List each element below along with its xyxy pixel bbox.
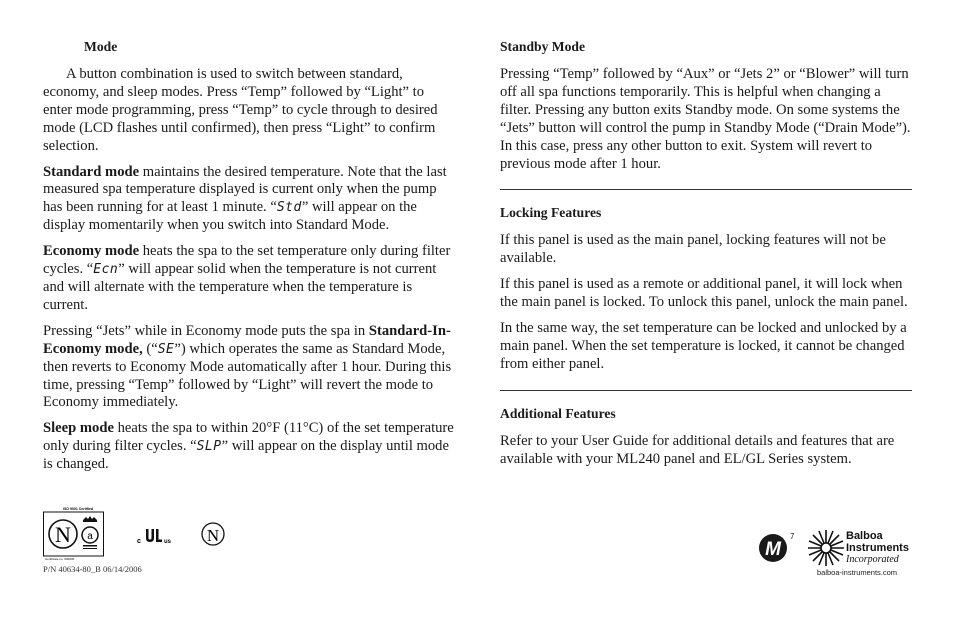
brand-instruments: Instruments xyxy=(846,542,909,554)
ul-us-letters: us xyxy=(164,539,172,545)
divider xyxy=(500,390,912,391)
economy-mode-term: Economy mode xyxy=(43,243,140,260)
lcd-ecn-code: Ecn xyxy=(93,262,119,278)
standard-mode-text-b: ” will appear on the display momentarily when you switch into Standard Mode. xyxy=(43,199,417,234)
brand-incorporated: Incorporated xyxy=(846,554,899,565)
lcd-std-code: Std xyxy=(276,200,302,216)
crown-seal-icon xyxy=(82,516,98,549)
jets-text-c: ”) which operates the same as Standard Mode, then reverts to Economy Mode automatically after 1 hour. During this time, pressing “Temp” followed by “Light” will revert the mode to Economy immediately. xyxy=(43,340,452,411)
standard-in-economy-paragraph xyxy=(43,323,455,413)
sleep-mode-text-b: ” will appear on the display until mode is changed. xyxy=(43,438,449,473)
sleep-mode-text-a: heats the spa to within 20°F (11°C) of the set temperature only during filter cycles. “ xyxy=(43,420,454,455)
jets-text-b: (“ xyxy=(142,340,158,357)
brand-url: balboa-instruments.com xyxy=(817,568,898,577)
iso-caption: ISO 9001 Certified xyxy=(63,507,93,511)
m7-logo-icon xyxy=(759,532,795,562)
brand-balboa: Balboa xyxy=(846,530,883,542)
balboa-brand-block xyxy=(758,528,918,580)
standard-mode-text-a: maintains the desired temperature. Note that the last measured spa temperature displayed is current only when the pump has been running for at least 1 minute. “ xyxy=(43,163,447,216)
divider xyxy=(500,189,912,190)
locking-heading: Locking Features xyxy=(500,205,602,221)
left-column xyxy=(43,38,455,482)
part-number: P/N 40634-80_B 06/14/2006 xyxy=(43,564,142,574)
certification-logos xyxy=(43,507,243,561)
svg-text:a: a xyxy=(87,531,93,542)
ul-listed-icon xyxy=(137,529,172,545)
right-column xyxy=(500,38,912,477)
cert-n-letter: N xyxy=(55,522,71,547)
standby-paragraph: Pressing “Temp” followed by “Aux” or “Jets 2” or “Blower” will turn off all spa functions temporarily. This is helpful when changing a filter. Pressing any button exits Standby mode. On some systems the “Jets” button will control the pump in Standby Mode (“Drain Mode”). In this case, press any other button to exit. System will revert to previous mode after 1 hour. xyxy=(500,66,911,172)
standard-mode-paragraph xyxy=(43,164,455,236)
cert-caption: Certificate no. 000000 xyxy=(45,557,75,561)
locking-paragraph-1: If this panel is used as the main panel, locking features will not be available. xyxy=(500,232,886,267)
jets-text-a: Pressing “Jets” while in Economy mode puts the spa in xyxy=(43,322,369,339)
sleep-mode-paragraph xyxy=(43,420,455,474)
standby-heading: Standby Mode xyxy=(500,39,585,54)
mode-heading: Mode xyxy=(84,39,118,54)
mode-intro-paragraph: A button combination is used to switch between standard, economy, and sleep modes. Press “Temp” followed by “Light” to enter mode programming, press “Temp” to cycle through to desired mode (LCD flashes until confirmed), then press “Light” to confirm selection. xyxy=(43,66,438,154)
standard-mode-term: Standard mode xyxy=(43,163,140,180)
economy-mode-text-b: ” will appear solid when the temperature is not current and will alternate with the temperature when the temperature is current. xyxy=(43,261,437,313)
economy-mode-text-a: heats the spa to the set temperature only during filter cycles. “ xyxy=(43,243,451,278)
standard-in-economy-term: Standard-In-Economy mode, xyxy=(43,322,451,357)
lcd-se-code: SE xyxy=(157,341,175,357)
m7-letter: M xyxy=(765,539,781,560)
sleep-mode-term: Sleep mode xyxy=(43,420,114,437)
n-mark-letter: N xyxy=(206,526,220,545)
additional-paragraph: Refer to your User Guide for additional details and features that are available with your ML240 panel and EL/GL Series system. xyxy=(500,432,895,467)
svg-text:7: 7 xyxy=(790,532,795,541)
locking-paragraph-3: In the same way, the set temperature can be locked and unlocked by a main panel. When the set temperature is locked, it cannot be changed from either panel. xyxy=(500,320,907,372)
locking-paragraph-2: If this panel is used as a remote or additional panel, it will lock when the main panel is locked. To unlock this panel, unlock the main panel. xyxy=(500,276,908,311)
balboa-sunburst-icon xyxy=(808,530,844,566)
additional-heading: Additional Features xyxy=(500,405,616,421)
lcd-slp-code: SLP xyxy=(196,439,222,455)
ul-c-letter: c xyxy=(137,538,141,545)
economy-mode-paragraph xyxy=(43,243,455,315)
